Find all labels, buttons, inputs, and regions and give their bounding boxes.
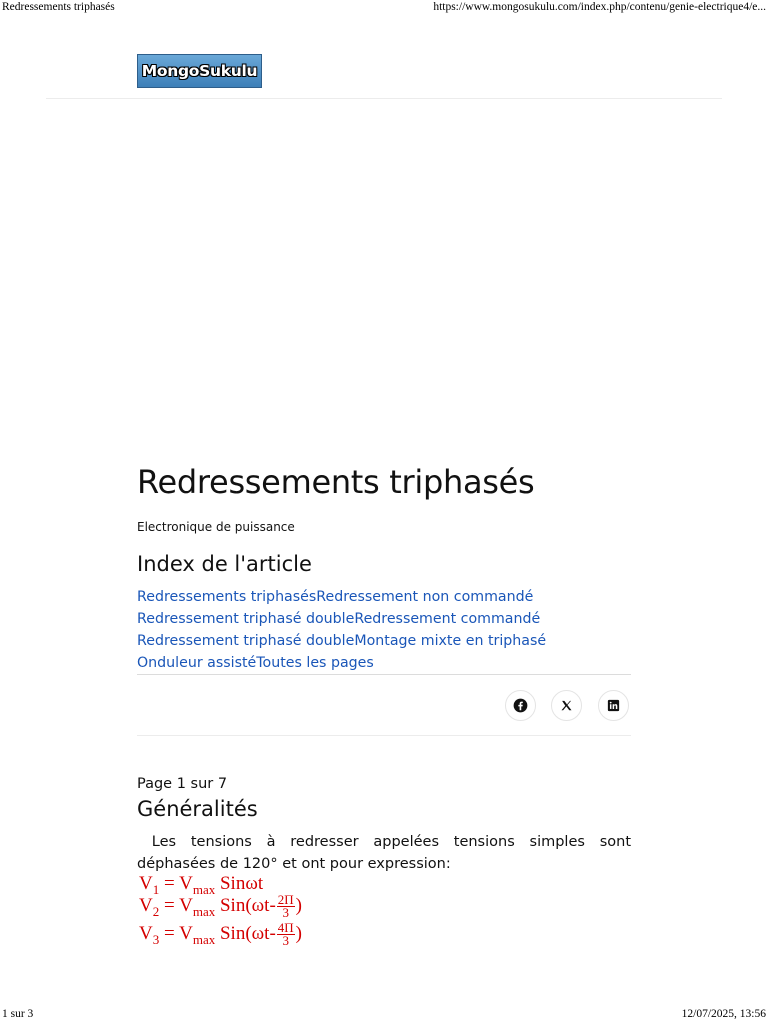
- index-link[interactable]: Toutes les pages: [256, 655, 374, 671]
- formula-v2: $V_2 = V_{max}$ Sin(ωt- $\frac{2\Pi}{3}$ ): [139, 892, 302, 920]
- section-heading: Généralités: [137, 797, 258, 821]
- body-paragraph: [137, 831, 631, 875]
- print-header-url: https://www.mongosukulu.com/index.php/contenu/genie-electrique4/e...: [433, 1, 766, 13]
- article-category: Electronique de puissance: [137, 520, 295, 534]
- index-link[interactable]: Montage mixte en triphasé: [354, 633, 547, 649]
- share-x-button[interactable]: [551, 690, 582, 721]
- fraction: $\frac{4\Pi}{3}$: [277, 920, 294, 948]
- x-icon: [559, 698, 574, 713]
- share-linkedin-button[interactable]: [598, 690, 629, 721]
- print-footer-page: 1 sur 3: [2, 1008, 34, 1020]
- print-header: [0, 0, 768, 16]
- index-row: [137, 654, 631, 676]
- index-row: [137, 632, 631, 654]
- header-divider: [46, 98, 722, 99]
- formula-v1: $V_1 = V_{max}$ Sinωt: [139, 873, 264, 897]
- formula-v3: $V_3 = V_{max}$ Sin(ωt- $\frac{4\Pi}{3}$ ): [139, 920, 302, 948]
- body-paragraph-text: Les tensions à redresser appelées tensions simples sont déphasées de 120° et ont pour expression:: [137, 834, 632, 872]
- index-link[interactable]: Redressement non commandé: [316, 589, 534, 605]
- site-logo[interactable]: [137, 54, 262, 88]
- article-index: [137, 588, 631, 676]
- index-row: [137, 588, 631, 610]
- index-link[interactable]: Redressement triphasé double: [137, 633, 355, 649]
- index-link[interactable]: Redressements triphasés: [137, 589, 317, 605]
- page-counter: Page 1 sur 7: [137, 776, 228, 792]
- print-footer-datetime: 12/07/2025, 13:56: [681, 1008, 766, 1020]
- index-heading: Index de l'article: [137, 552, 312, 576]
- logo-text: MongoSukulu: [141, 62, 258, 80]
- share-facebook-button[interactable]: [505, 690, 536, 721]
- article-title: Redressements triphasés: [137, 463, 535, 501]
- index-link[interactable]: Redressement triphasé double: [137, 611, 355, 627]
- share-divider: [137, 735, 631, 736]
- linkedin-icon: [606, 698, 621, 713]
- index-row: [137, 610, 631, 632]
- facebook-icon: [513, 698, 528, 713]
- print-header-title: Redressements triphasés: [2, 1, 115, 13]
- index-divider: [137, 674, 631, 675]
- fraction: $\frac{2\Pi}{3}$: [277, 892, 294, 920]
- index-link[interactable]: Onduleur assisté: [137, 655, 257, 671]
- index-link[interactable]: Redressement commandé: [354, 611, 541, 627]
- print-footer: [0, 1008, 768, 1024]
